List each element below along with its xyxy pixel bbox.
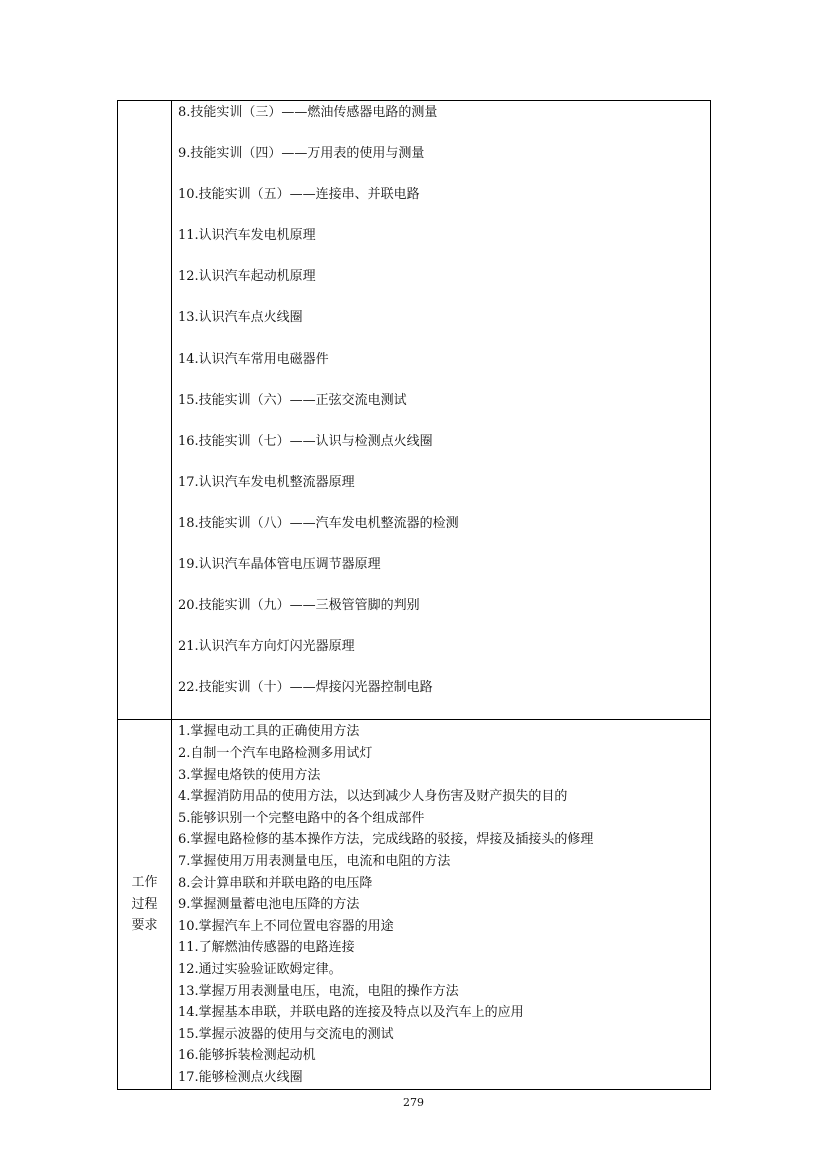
list-item: 7.掌握使用万用表测量电压，电流和电阻的方法	[178, 853, 451, 869]
list-item: 10.掌握汽车上不同位置电容器的用途	[178, 918, 394, 934]
list-item: 14.掌握基本串联，并联电路的连接及特点以及汽车上的应用	[178, 1005, 524, 1021]
list-item: 12.通过实验验证欧姆定律。	[178, 961, 342, 977]
page-number: 279	[403, 1096, 424, 1109]
table-row-tasks	[118, 101, 711, 720]
list-item: 14.认识汽车常用电磁器件	[178, 351, 329, 367]
content-cell-requirements	[172, 720, 711, 1089]
label-line: 要求	[131, 918, 158, 934]
label-cell-empty	[118, 101, 172, 720]
list-item: 13.认识汽车点火线圈	[178, 310, 303, 326]
course-table	[117, 100, 711, 1090]
list-item: 11.认识汽车发电机原理	[178, 228, 316, 244]
list-item: 18.技能实训（八）——汽车发电机整流器的检测	[178, 515, 459, 531]
list-item: 11.了解燃油传感器的电路连接	[178, 940, 355, 956]
list-item: 8.技能实训（三）——燃油传感器电路的测量	[178, 105, 438, 120]
list-item: 13.掌握万用表测量电压，电流，电阻的操作方法	[178, 983, 459, 999]
list-item: 6.掌握电路检修的基本操作方法，完成线路的驳接，焊接及插接头的修理	[178, 832, 594, 848]
list-item: 9.技能实训（四）——万用表的使用与测量	[178, 146, 425, 162]
label-line: 过程	[131, 896, 158, 912]
list-item: 20.技能实训（九）——三极管管脚的判别	[178, 598, 420, 614]
list-item: 1.掌握电动工具的正确使用方法	[178, 724, 360, 740]
list-item: 16.能够拆装检测起动机	[178, 1048, 316, 1064]
list-item: 4.掌握消防用品的使用方法，以达到减少人身伤害及财产损失的目的	[178, 789, 568, 805]
list-item: 16.技能实训（七）——认识与检测点火线圈	[178, 433, 433, 449]
list-item: 3.掌握电烙铁的使用方法	[178, 767, 321, 783]
content-cell-tasks	[172, 101, 711, 720]
list-item: 15.掌握示波器的使用与交流电的测试	[178, 1026, 394, 1042]
label-line: 工作	[131, 875, 158, 891]
list-item: 5.能够识别一个完整电路中的各个组成部件	[178, 810, 425, 826]
list-item: 17.认识汽车发电机整流器原理	[178, 474, 355, 490]
list-item: 21.认识汽车方向灯闪光器原理	[178, 639, 355, 655]
list-item: 17.能够检测点火线圈	[178, 1069, 303, 1085]
label-cell-requirements	[118, 720, 172, 1089]
list-item: 10.技能实训（五）——连接串、并联电路	[178, 187, 420, 203]
list-item: 12.认识汽车起动机原理	[178, 269, 316, 285]
table-row-requirements	[118, 720, 711, 1089]
list-item: 19.认识汽车晶体管电压调节器原理	[178, 557, 381, 573]
list-item: 22.技能实训（十）——焊接闪光器控制电路	[178, 680, 433, 696]
list-item: 2.自制一个汽车电路检测多用试灯	[178, 746, 373, 761]
requirement-list	[172, 720, 710, 1088]
list-item: 15.技能实训（六）——正弦交流电测试	[178, 392, 407, 408]
task-list	[172, 101, 710, 719]
list-item: 8.会计算串联和并联电路的电压降	[178, 875, 373, 891]
list-item: 9.掌握测量蓄电池电压降的方法	[178, 897, 360, 913]
